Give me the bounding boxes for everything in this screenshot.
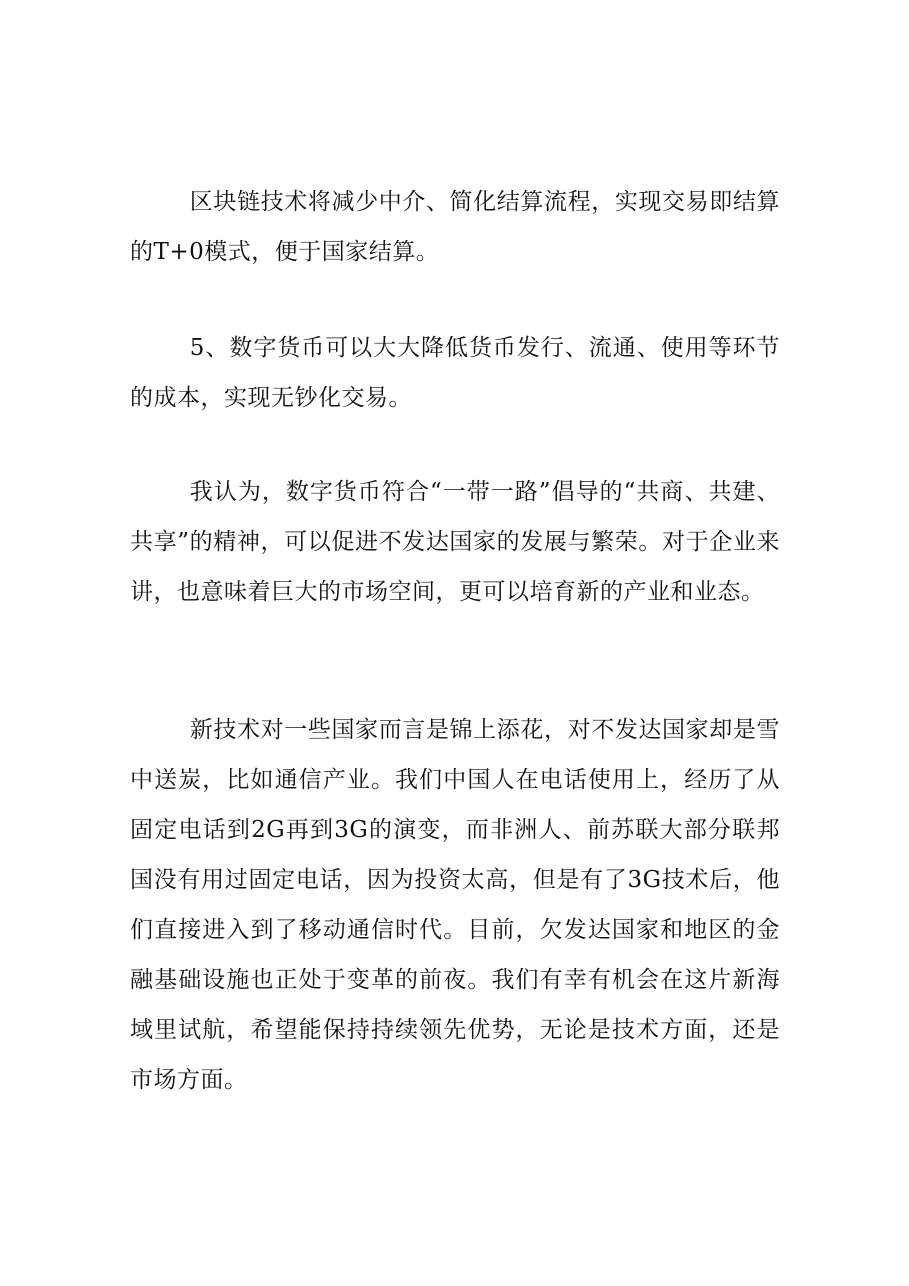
paragraph-text: 区块链技术将减少中介、简化结算流程，实现交易即结算的T+0模式，便于国家结算。 <box>130 189 780 265</box>
paragraph-text: 5、数字货币可以大大降低货币发行、流通、使用等环节的成本，实现无钞化交易。 <box>130 335 780 411</box>
paragraph-new-technology <box>130 705 780 1105</box>
paragraph-belt-and-road <box>130 467 780 617</box>
paragraph-text: 我认为，数字货币符合“一带一路”倡导的“共商、共建、共享”的精神，可以促进不发达国家的发展与繁荣。对于企业来讲，也意味着巨大的市场空间，更可以培育新的产业和业态。 <box>130 479 780 605</box>
paragraph-settlement <box>130 177 780 277</box>
paragraph-text: 新技术对一些国家而言是锦上添花，对不发达国家却是雪中送炭，比如通信产业。我们中国人在电话使用上，经历了从固定电话到2G再到3G的演变，而非洲人、前苏联大部分联邦国没有用过固定电话，因为投资太高，但是有了3G技术后，他们直接进入到了移动通信时代。目前，欠发达国家和地区的金融基础设施也正处于变革的前夜。我们有幸有机会在这片新海域里试航，希望能保持持续领先优势，无论是技术方面，还是市场方面。 <box>130 717 780 1093</box>
paragraph-digital-currency-cost <box>130 323 780 423</box>
